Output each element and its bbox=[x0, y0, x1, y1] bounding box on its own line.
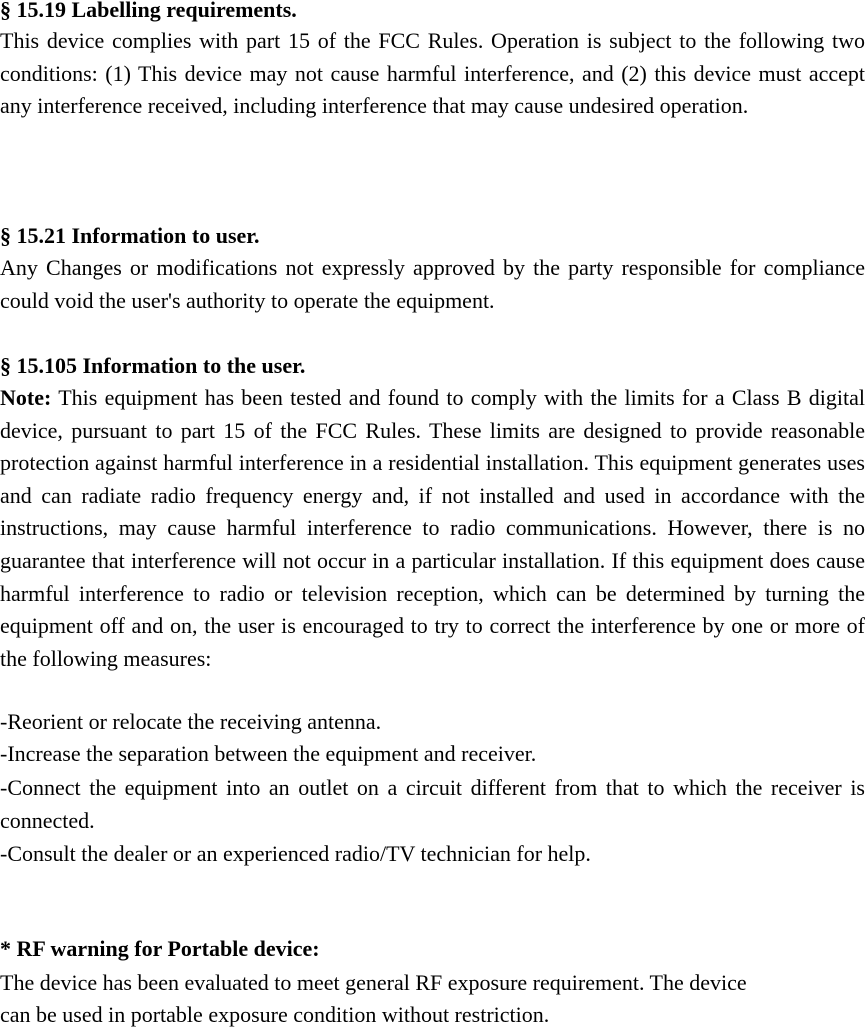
section-heading-rf-warning: * RF warning for Portable device: bbox=[0, 936, 320, 961]
section-heading-info-to-user-21: § 15.21 Information to user. bbox=[0, 223, 260, 248]
note-label: Note: bbox=[0, 385, 52, 410]
section-heading-info-to-user-105: § 15.105 Information to the user. bbox=[0, 353, 306, 378]
note-body: This equipment has been tested and found to comply with the limits for a Class B digital device, pursuant to part 15 of the FCC Rules. These limits are designed to provide reasonable protection against harmful interference in a residential installation. This equipment generates uses and can radiate radio frequency energy and, if not installed and used in accordance with the instructions, may cause harmful interference to radio communications. However, there is no guarantee that interference will not occur in a particular installation. If this equipment does cause harmful interference to radio or television reception, which can be determined by turning the equipment off and on, the user is encouraged to try to correct the interference by one or more of the following measures: bbox=[0, 385, 865, 671]
measure-item: -Reorient or relocate the receiving antenna. bbox=[0, 709, 382, 734]
section-heading-labelling: § 15.19 Labelling requirements. bbox=[0, 0, 297, 22]
measure-item: -Consult the dealer or an experienced radio/TV technician for help. bbox=[0, 841, 591, 866]
section-body-info-to-user-105 bbox=[0, 382, 865, 675]
section-body-rf-warning-line-1: The device has been evaluated to meet general RF exposure requirement. The device bbox=[0, 970, 747, 995]
section-body-labelling: This device complies with part 15 of the FCC Rules. Operation is subject to the following two conditions: (1) This device may not cause harmful interference, and (2) this device must accept any interference received, including interference that may cause undesired operation. bbox=[0, 28, 865, 119]
measure-item: -Connect the equipment into an outlet on a circuit different from that to which the receiver is connected. bbox=[0, 775, 865, 833]
measure-item: -Increase the separation between the equipment and receiver. bbox=[0, 741, 537, 766]
section-body-rf-warning-line-2: can be used in portable exposure condition without restriction. bbox=[0, 1002, 550, 1027]
section-body-info-to-user-21: Any Changes or modifications not expressly approved by the party responsible for compliance could void the user's authority to operate the equipment. bbox=[0, 255, 865, 313]
